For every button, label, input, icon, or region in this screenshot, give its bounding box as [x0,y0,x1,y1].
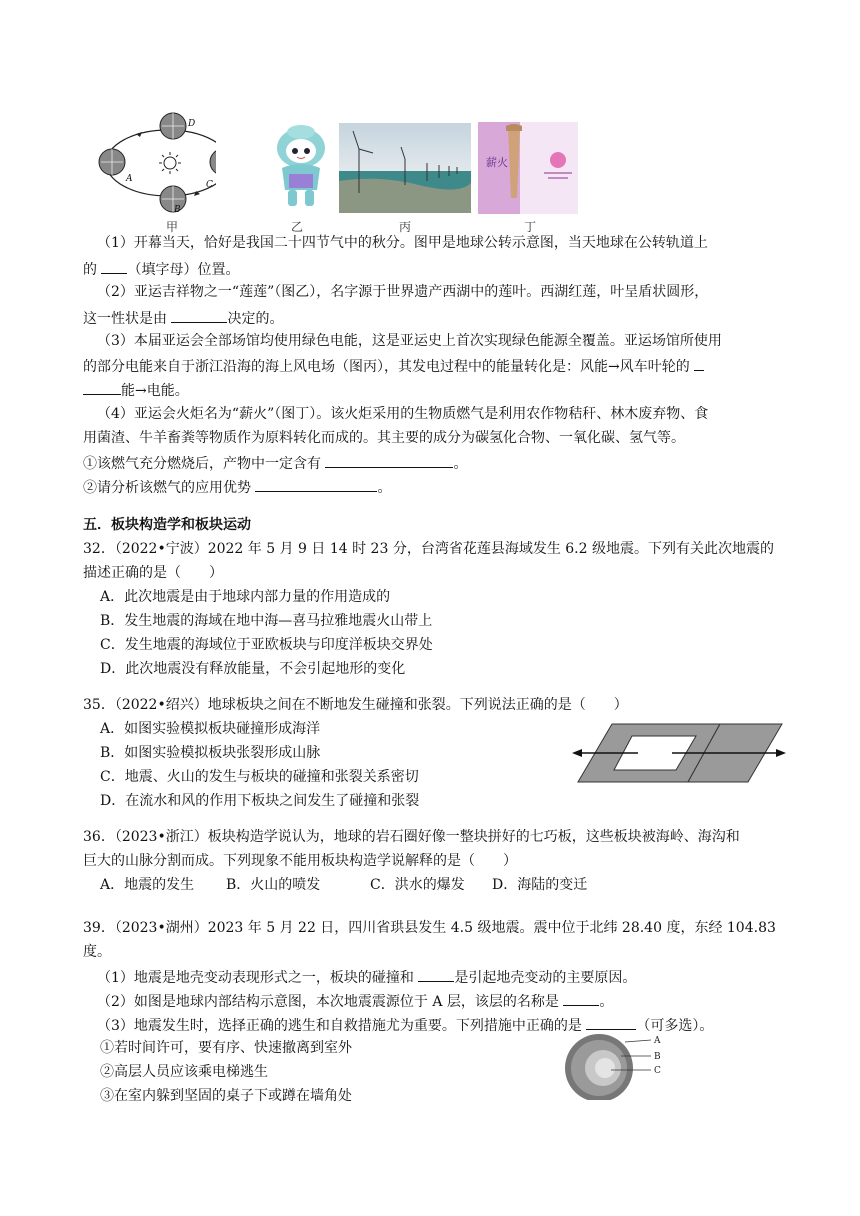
q31-part4-line2: 用菌渣、牛羊畜粪等物质作为原料转化而成的。其主要的成分为碳氢化合物、一氧化碳、氢气等。 [83,430,685,446]
orbit-label-a: A [126,174,133,184]
q31-part3-text: 的部分电能来自于浙江沿海的海上风电场（图丙），其发电过程中的能量转化是：风能→风车叶轮的 [83,359,695,375]
q39-part1-prefix: （1）地震是地壳变动表现形式之一，板块的碰撞和 [97,970,419,986]
q36-option-c[interactable]: C．洪水的爆发 [370,877,465,893]
q31-part4-sub1-suffix: 。 [453,456,468,472]
q31-part1-suffix: （填字母）位置。 [127,262,240,278]
earth-orbit-diagram [96,108,216,220]
figure-caption-ding: 丁 [524,220,537,234]
q32-option-b[interactable]: B．发生地震的海域在地中海—喜马拉雅地震火山带上 [100,613,433,629]
figure-caption-bing: 丙 [399,220,412,234]
answer-blank[interactable] [418,966,454,982]
answer-blank[interactable] [325,452,453,468]
layer-label-b: B [654,1052,661,1062]
offshore-wind-farm-photo [339,123,471,213]
q36-stem-line1: 36．（2023•浙江）板块构造学说认为，地球的岩石圈好像一整块拼好的七巧板，这些板块被海岭、海沟和 [83,829,740,845]
q31-part4-line1: （4）亚运会火炬名为“薪火”（图丁）。该火炬采用的生物质燃气是利用农作物秸秆、林木废弃物、食 [97,406,709,422]
answer-blank[interactable] [171,307,227,323]
q39-part2-suffix: 。 [599,994,614,1010]
answer-blank[interactable] [563,990,599,1006]
q31-part4-sub1-prefix: ①该燃气充分燃烧后，产物中一定含有 [83,456,326,472]
q39-measure-3[interactable]: ③在室内躲到坚固的桌子下或蹲在墙角处 [100,1088,352,1104]
q35-option-d[interactable]: D．在流水和风的作用下板块之间发生了碰撞和张裂 [100,793,420,809]
sun-icon [159,152,181,174]
figure-caption-yi: 乙 [291,220,304,234]
q32-option-a[interactable]: A．此次地震是由于地球内部力量的作用造成的 [100,589,391,605]
q31-part1-line1: （1）开幕当天，恰好是我国二十四节气中的秋分。图甲是地球公转示意图，当天地球在公转轨道上 [97,235,708,251]
q39-stem-line1: 39．（2023•湖州）2023 年 5 月 22 日，四川省珙县发生 4.5 级地震。震中位于北纬 28.40 度，东经 104.83 [83,920,776,936]
orbit-label-d: D [188,119,196,129]
q31-part2-line1: （2）亚运吉祥物之一“莲莲”（图乙），名字源于世界遗产西湖中的莲叶。西湖红莲，叶呈盾状圆形， [97,284,709,300]
earth-interior-structure-figure [563,1030,673,1100]
q39-part3-suffix: （可多选）。 [636,1018,714,1034]
q32-option-d[interactable]: D．此次地震没有释放能量，不会引起地形的变化 [100,661,406,677]
q31-part3-suffix: 能→电能。 [121,383,189,399]
answer-blank[interactable] [101,258,127,274]
q31-part1-prefix: 的 [83,262,102,278]
q39-part3-prefix: （3）地震发生时，选择正确的逃生和自救措施尤为重要。下列措施中正确的是 [97,1018,587,1034]
q35-option-c[interactable]: C．地震、火山的发生与板块的碰撞和张裂关系密切 [100,769,419,785]
q31-part4-line4 [83,476,391,498]
q39-stem-line2: 度。 [83,944,111,960]
q32-stem-line2: 描述正确的是（ ） [83,565,223,581]
answer-blank[interactable] [694,355,704,371]
q35-option-b[interactable]: B．如图实验模拟板块张裂形成山脉 [100,745,321,761]
torch-xinhuo-image [478,122,578,214]
q31-part4-sub2-suffix: 。 [377,480,392,496]
q39-part1 [97,966,636,988]
q36-option-b[interactable]: B．火山的喷发 [226,877,321,893]
answer-blank[interactable] [255,476,377,492]
q32-stem-line1: 32．（2022•宁波）2022 年 5 月 9 日 14 时 23 分，台湾省花莲县海域发生 6.2 级地震。下列有关此次地震的 [83,541,774,557]
q39-part1-suffix: 是引起地壳变动的主要原因。 [454,970,637,986]
answer-blank[interactable] [83,379,121,395]
q39-part2 [97,990,613,1012]
q36-option-a[interactable]: A．地震的发生 [100,877,195,893]
plate-rifting-model-figure [570,718,800,790]
torch-title-text: 薪火 [486,156,508,169]
q36-stem-line2: 巨大的山脉分割而成。下列现象不能用板块构造学说解释的是（ ） [83,853,517,869]
q39-measure-2[interactable]: ②高层人员应该乘电梯逃生 [100,1064,268,1080]
q31-part3-line2 [83,355,704,377]
layer-label-a: A [654,1036,661,1046]
q31-part2-suffix: 决定的。 [227,311,284,327]
q35-option-a[interactable]: A．如图实验模拟板块碰撞形成海洋 [100,721,321,737]
q31-part4-sub2-prefix: ②请分析该燃气的应用优势 [83,480,256,496]
q31-part1-line2 [83,258,239,280]
q36-option-d[interactable]: D．海陆的变迁 [492,877,588,893]
orbit-label-b: B [174,205,181,215]
q39-measure-1[interactable]: ①若时间许可，要有序、快速撤离到室外 [100,1040,352,1056]
answer-blank[interactable] [586,1014,636,1030]
q31-part3-line1: （3）本届亚运会全部场馆均使用绿色电能，这是亚运史上首次实现绿色能源全覆盖。亚运场馆所使用 [97,333,722,349]
layer-label-c: C [654,1066,661,1076]
q35-stem: 35．（2022•绍兴）地球板块之间在不断地发生碰撞和张裂。下列说法正确的是（ ） [83,697,628,713]
section-5-title: 五．板块构造学和板块运动 [83,517,251,533]
q31-part2-line2 [83,307,283,329]
q31-part3-line3 [83,379,189,401]
orbit-label-c: C [206,180,213,190]
figure-caption-jia: 甲 [166,220,179,234]
mascot-lianlian-image [268,124,334,210]
q31-part2-prefix: 这一性状是由 [83,311,172,327]
q32-option-c[interactable]: C．发生地震的海域位于亚欧板块与印度洋板块交界处 [100,637,433,653]
q39-part2-prefix: （2）如图是地球内部结构示意图，本次地震震源位于 A 层，该层的名称是 [97,994,564,1010]
q31-part4-line3 [83,452,467,474]
